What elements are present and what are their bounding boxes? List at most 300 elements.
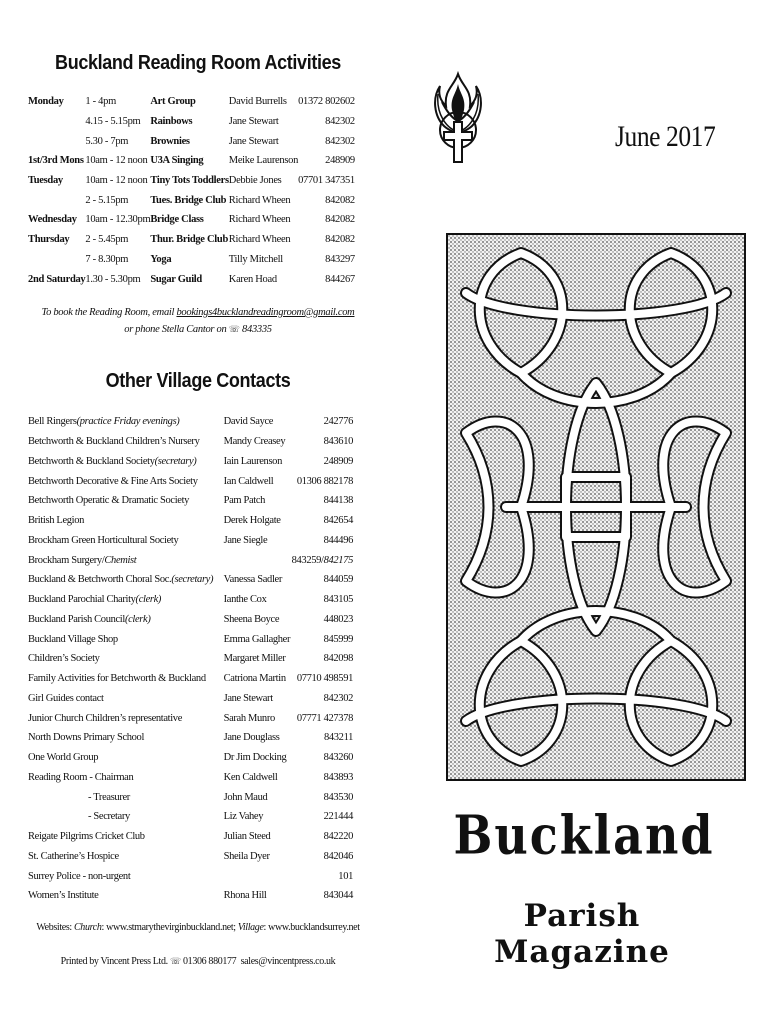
activity-contact xyxy=(229,210,298,230)
contact-org-text: - Secretary xyxy=(88,811,130,823)
activity-time xyxy=(85,269,150,289)
contact-phone-text: 843893 xyxy=(323,771,353,783)
contact-org xyxy=(28,570,224,590)
contact-person xyxy=(224,689,292,709)
contact-row xyxy=(28,452,353,472)
activity-name-text: U3A Singing xyxy=(150,155,204,167)
contact-org xyxy=(28,491,224,511)
contact-person-text: Ianthe Cox xyxy=(223,594,267,606)
activity-row xyxy=(28,230,355,250)
contact-row xyxy=(28,471,353,491)
contact-org xyxy=(28,787,224,807)
activity-row xyxy=(28,112,355,132)
contact-row xyxy=(28,550,353,570)
activity-row xyxy=(28,190,355,210)
contact-phone xyxy=(292,471,353,491)
activity-name xyxy=(150,131,228,151)
contact-phone xyxy=(292,748,353,768)
contact-org-text: Betchworth Decorative & Fine Arts Society xyxy=(28,475,198,487)
booking-prefix: To book the Reading Room, email xyxy=(41,307,177,318)
contact-phone-text: 242776 xyxy=(323,416,353,428)
activity-contact-text: Karen Hoad xyxy=(228,273,277,285)
contact-org xyxy=(28,807,224,827)
contact-row xyxy=(28,629,353,649)
contact-phone xyxy=(292,669,353,689)
contact-person-text: Iain Laurenson xyxy=(223,455,282,467)
activity-contact-text: Richard Wheen xyxy=(228,194,291,206)
phone-icon: ☏ xyxy=(169,957,181,967)
contact-note: Chemist xyxy=(104,554,137,566)
activity-phone-text: 07701 347351 xyxy=(298,175,355,187)
contact-row xyxy=(28,412,353,432)
activity-day xyxy=(28,269,85,289)
contact-person xyxy=(224,787,292,807)
contact-phone xyxy=(292,827,353,847)
phone-icon: ☏ xyxy=(228,325,240,335)
contact-person xyxy=(224,847,292,867)
contact-phone-text: 101 xyxy=(338,870,353,882)
activity-contact-text: Richard Wheen xyxy=(228,214,291,226)
contact-phone xyxy=(292,610,353,630)
contact-person xyxy=(224,728,292,748)
activity-time xyxy=(85,190,150,210)
contact-row xyxy=(28,728,353,748)
contacts-title: Other Village Contacts xyxy=(105,370,291,392)
contact-org xyxy=(28,452,224,472)
activity-row xyxy=(28,92,355,112)
contact-phone-text: 844496 xyxy=(323,534,353,546)
activity-contact xyxy=(229,131,298,151)
contact-phone-text: 448023 xyxy=(323,613,353,625)
contact-phone-text: 221444 xyxy=(323,811,353,823)
printer-name: Printed by Vincent Press Ltd. xyxy=(60,956,168,967)
activity-name-text: Yoga xyxy=(150,253,172,265)
activity-contact-text: Meike Laurenson xyxy=(228,155,299,167)
activity-name xyxy=(150,92,228,112)
contact-phone xyxy=(292,768,353,788)
contact-row xyxy=(28,590,353,610)
activity-phone xyxy=(298,92,355,112)
contact-phone-text: 843530 xyxy=(323,791,353,803)
activity-time xyxy=(85,230,150,250)
activity-day xyxy=(28,250,85,270)
contact-row xyxy=(28,649,353,669)
contact-row xyxy=(28,787,353,807)
activity-time-text: 5.30 - 7pm xyxy=(85,135,129,147)
contact-person-text: Pam Patch xyxy=(223,495,266,507)
activity-name xyxy=(150,151,228,171)
contact-org xyxy=(28,689,224,709)
activity-contact-text: Richard Wheen xyxy=(228,234,291,246)
contact-person-text: Jane Siegle xyxy=(223,534,268,546)
contact-person xyxy=(224,807,292,827)
booking-line2: or phone Stella Cantor on xyxy=(124,324,227,335)
activity-time-text: 2 - 5.15pm xyxy=(85,194,129,206)
contact-org-text: St. Catherine’s Hospice xyxy=(28,850,119,862)
contact-person xyxy=(224,452,292,472)
activity-day-text: 2nd Saturday xyxy=(28,273,86,285)
contact-phone xyxy=(292,866,353,886)
contact-person xyxy=(224,827,292,847)
contact-phone xyxy=(292,629,353,649)
contact-person xyxy=(224,511,292,531)
contact-person xyxy=(224,412,292,432)
activity-phone xyxy=(298,230,355,250)
contact-org xyxy=(28,669,224,689)
contact-org-text: Reigate Pilgrims Cricket Club xyxy=(28,831,145,843)
contact-phone-text: 843610 xyxy=(323,436,353,448)
contact-org-text: Betchworth & Buckland Children’s Nursery xyxy=(28,436,200,448)
contact-org-text: Buckland Village Shop xyxy=(28,633,118,645)
contact-org xyxy=(28,412,224,432)
contact-org xyxy=(28,886,224,906)
contact-phone-text: 843044 xyxy=(323,890,353,902)
contact-person-text: Catriona Martin xyxy=(223,673,286,685)
contact-phone-note: 842175 xyxy=(323,554,353,566)
printer-line xyxy=(28,956,368,967)
contact-org-text: Betchworth Operatic & Dramatic Society xyxy=(28,495,190,507)
celtic-knot-icon xyxy=(446,233,746,781)
contact-phone-text: 248909 xyxy=(323,455,353,467)
village-url[interactable]: : www.bucklandsurrey.net xyxy=(263,922,360,933)
contact-org-text: Brockham Green Horticultural Society xyxy=(28,534,179,546)
contact-phone-text: 01306 882178 xyxy=(296,475,353,487)
contact-row xyxy=(28,531,353,551)
contact-phone xyxy=(292,491,353,511)
contact-phone xyxy=(292,432,353,452)
contact-phone xyxy=(292,550,353,570)
booking-info xyxy=(28,304,368,339)
activity-day xyxy=(28,171,85,191)
activity-time-text: 10am - 12 noon xyxy=(85,155,148,167)
contact-person xyxy=(224,649,292,669)
activity-time xyxy=(85,131,150,151)
contact-person-text: David Sayce xyxy=(223,416,274,428)
activity-contact-text: Debbie Jones xyxy=(228,175,282,187)
contact-phone xyxy=(292,728,353,748)
contact-org-text: Brockham Surgery/ xyxy=(28,554,105,566)
activity-contact xyxy=(229,230,298,250)
activity-name-text: Brownies xyxy=(150,135,190,147)
contact-person xyxy=(224,610,292,630)
contact-person-text: Sheila Dyer xyxy=(223,850,270,862)
contact-phone-text: 842302 xyxy=(323,692,353,704)
contact-person-text: Mandy Creasey xyxy=(223,436,286,448)
contact-phone xyxy=(292,590,353,610)
activity-contact-text: Jane Stewart xyxy=(228,116,279,128)
contact-row xyxy=(28,610,353,630)
activity-contact xyxy=(229,92,298,112)
contact-person xyxy=(224,748,292,768)
contact-person-text: Sarah Munro xyxy=(223,712,275,724)
contact-phone-text: 844059 xyxy=(323,574,353,586)
contact-org-text: Buckland Parish Council xyxy=(28,613,125,625)
activity-day-text: Tuesday xyxy=(28,175,63,187)
activity-phone-text: 248909 xyxy=(325,155,355,167)
contact-person-text: Margaret Miller xyxy=(223,653,286,665)
activity-contact xyxy=(229,190,298,210)
contact-org xyxy=(28,748,224,768)
activity-time xyxy=(85,171,150,191)
contact-person xyxy=(224,629,292,649)
activity-day xyxy=(28,210,85,230)
contact-person xyxy=(224,886,292,906)
contact-person-text: Vanessa Sadler xyxy=(223,574,282,586)
contact-phone-text: 842654 xyxy=(323,515,353,527)
contact-org-text: Women’s Institute xyxy=(28,890,99,902)
contact-org xyxy=(28,610,224,630)
contact-phone xyxy=(292,570,353,590)
activity-day xyxy=(28,92,85,112)
contact-phone xyxy=(292,689,353,709)
activity-phone-text: 01372 802602 xyxy=(298,96,355,108)
activity-name-text: Tues. Bridge Club xyxy=(150,194,227,206)
contact-person xyxy=(224,590,292,610)
contact-row xyxy=(28,768,353,788)
contact-row xyxy=(28,807,353,827)
church-url[interactable]: : www.stmarythevirginbuckland.net; xyxy=(101,922,238,933)
contact-phone-text: 843260 xyxy=(323,752,353,764)
activities-table xyxy=(28,92,355,289)
contact-org-text: Girl Guides contact xyxy=(28,692,104,704)
activity-name xyxy=(150,250,228,270)
contact-note: (secretary) xyxy=(154,455,197,467)
contact-person xyxy=(224,669,292,689)
contact-org xyxy=(28,511,224,531)
contact-row xyxy=(28,669,353,689)
activity-phone-text: 842082 xyxy=(325,234,355,246)
activity-phone xyxy=(298,210,355,230)
contact-person-text: Liz Vahey xyxy=(223,811,264,823)
contact-row xyxy=(28,748,353,768)
cover-column xyxy=(420,0,750,1024)
activity-name-text: Bridge Class xyxy=(150,214,204,226)
activity-phone-text: 843297 xyxy=(325,253,355,265)
contact-person-text: Jane Stewart xyxy=(223,692,273,704)
activity-phone-text: 842082 xyxy=(325,194,355,206)
contact-phone xyxy=(292,511,353,531)
contact-phone-text: 844138 xyxy=(323,495,353,507)
contact-org xyxy=(28,531,224,551)
contact-person xyxy=(224,531,292,551)
activity-name-text: Rainbows xyxy=(150,116,193,128)
contact-row xyxy=(28,886,353,906)
activity-time-text: 1.30 - 5.30pm xyxy=(85,273,141,285)
activities-title: Buckland Reading Room Activities xyxy=(55,52,341,74)
contact-person-text: Ken Caldwell xyxy=(223,771,278,783)
activity-time-text: 2 - 5.45pm xyxy=(85,234,129,246)
contact-org-text: Bell Ringers xyxy=(28,416,77,428)
flame-cross-icon xyxy=(432,70,484,166)
activity-phone-text: 842302 xyxy=(325,135,355,147)
contact-phone xyxy=(292,787,353,807)
contact-person-text: Julian Steed xyxy=(223,831,271,843)
contact-phone xyxy=(292,807,353,827)
activity-day xyxy=(28,230,85,250)
activity-time xyxy=(85,112,150,132)
contact-org-text: Buckland Parochial Charity xyxy=(28,594,136,606)
contact-person-text: Jane Douglass xyxy=(223,732,280,744)
contact-phone xyxy=(292,649,353,669)
contact-person xyxy=(224,491,292,511)
contact-person-text: Emma Gallagher xyxy=(223,633,291,645)
contact-person-text: Derek Holgate xyxy=(223,515,281,527)
activity-day-text: Wednesday xyxy=(28,214,77,226)
contact-org xyxy=(28,866,224,886)
activity-phone xyxy=(298,190,355,210)
activity-time-text: 1 - 4pm xyxy=(85,96,116,108)
printer-phone: 01306 880177 xyxy=(183,956,237,967)
printer-email[interactable]: sales@vincentpress.co.uk xyxy=(240,956,336,967)
activity-day-text: Thursday xyxy=(28,234,70,246)
websites-label: Websites: xyxy=(36,922,74,933)
activity-time xyxy=(85,250,150,270)
activity-time-text: 7 - 8.30pm xyxy=(85,253,129,265)
contact-note: (clerk) xyxy=(124,613,151,625)
contact-person xyxy=(224,471,292,491)
contact-phone-text: 843211 xyxy=(323,732,353,744)
contact-org-text: British Legion xyxy=(28,515,85,527)
contact-org xyxy=(28,847,224,867)
activity-time-text: 10am - 12.30pm xyxy=(85,214,151,226)
activity-name xyxy=(150,112,228,132)
contact-person-text: John Maud xyxy=(223,791,268,803)
contact-row xyxy=(28,827,353,847)
contact-org-text: Surrey Police - non-urgent xyxy=(28,870,131,882)
activity-name-text: Art Group xyxy=(150,96,196,108)
activity-contact xyxy=(229,171,298,191)
contact-org-text: - Treasurer xyxy=(88,791,130,803)
activity-day-text: Monday xyxy=(28,96,64,108)
activity-row xyxy=(28,210,355,230)
activity-row xyxy=(28,131,355,151)
contact-person xyxy=(224,866,292,886)
activity-phone-text: 842302 xyxy=(325,116,355,128)
contact-person-text: Dr Jim Docking xyxy=(223,752,287,764)
contact-row xyxy=(28,847,353,867)
contact-phone-text: 842046 xyxy=(323,850,353,862)
activity-day xyxy=(28,131,85,151)
contact-note: (practice Friday evenings) xyxy=(76,416,180,428)
contact-row xyxy=(28,708,353,728)
activity-contact xyxy=(229,250,298,270)
activity-name xyxy=(150,269,228,289)
activity-phone-text: 844267 xyxy=(325,273,355,285)
contact-org-text: Betchworth & Buckland Society xyxy=(28,455,155,467)
activity-phone xyxy=(298,171,355,191)
activity-time xyxy=(85,151,150,171)
contact-row xyxy=(28,432,353,452)
contact-phone-text: 07710 498591 xyxy=(296,673,353,685)
contact-row xyxy=(28,511,353,531)
contact-phone-text: 842098 xyxy=(323,653,353,665)
activity-phone xyxy=(298,112,355,132)
contact-person xyxy=(224,768,292,788)
contact-person xyxy=(224,550,292,570)
contact-person xyxy=(224,708,292,728)
contact-org xyxy=(28,708,224,728)
church-label: Church xyxy=(73,922,102,933)
contact-person-text: Ian Caldwell xyxy=(223,475,274,487)
contact-org-text: Buckland & Betchworth Choral Soc. xyxy=(28,574,172,586)
contact-phone xyxy=(292,886,353,906)
contacts-table xyxy=(28,412,353,906)
contact-phone xyxy=(292,847,353,867)
activity-phone xyxy=(298,151,355,171)
activity-day xyxy=(28,112,85,132)
contact-row xyxy=(28,866,353,886)
activity-phone-text: 842082 xyxy=(325,214,355,226)
booking-phone: 843335 xyxy=(242,324,272,335)
activity-row xyxy=(28,151,355,171)
contact-phone-text: 845999 xyxy=(323,633,353,645)
activity-day xyxy=(28,151,85,171)
activity-time-text: 4.15 - 5.15pm xyxy=(85,116,141,128)
contact-person-text: Rhona Hill xyxy=(223,890,267,902)
activity-contact-text: Tilly Mitchell xyxy=(228,253,283,265)
activity-time-text: 10am - 12 noon xyxy=(85,175,148,187)
contact-org xyxy=(28,768,224,788)
activity-phone xyxy=(298,131,355,151)
activity-row xyxy=(28,269,355,289)
activity-name-text: Sugar Guild xyxy=(150,273,202,285)
contact-phone-text: 842220 xyxy=(323,831,353,843)
activity-time xyxy=(85,92,150,112)
contact-phone-text: 843259/ xyxy=(291,554,324,566)
contact-org-text: Reading Room - Chairman xyxy=(28,771,134,783)
contact-row xyxy=(28,570,353,590)
contact-org xyxy=(28,827,224,847)
activity-day-text: 1st/3rd Mons xyxy=(28,155,84,167)
contact-org xyxy=(28,728,224,748)
activity-time xyxy=(85,210,150,230)
contact-org-text: Children’s Society xyxy=(28,653,100,665)
activity-contact xyxy=(229,112,298,132)
contact-phone xyxy=(292,452,353,472)
activity-contact-text: David Burrells xyxy=(228,96,287,108)
activity-row xyxy=(28,171,355,191)
activity-name-text: Thur. Bridge Club xyxy=(150,234,228,246)
activity-phone xyxy=(298,269,355,289)
contact-org-text: North Downs Primary School xyxy=(28,732,145,744)
activity-name xyxy=(150,190,228,210)
contact-note: (secretary) xyxy=(171,574,214,586)
activity-contact xyxy=(229,269,298,289)
contact-row xyxy=(28,689,353,709)
contact-org xyxy=(28,432,224,452)
activity-phone xyxy=(298,250,355,270)
contact-org xyxy=(28,471,224,491)
contact-org xyxy=(28,590,224,610)
activity-row xyxy=(28,250,355,270)
issue-date: June 2017 xyxy=(615,120,716,153)
contact-org-text: Family Activities for Betchworth & Buckland xyxy=(28,673,206,685)
contact-phone xyxy=(292,531,353,551)
activity-name xyxy=(150,210,228,230)
magazine-subtitle: Parish Magazine xyxy=(494,898,670,970)
contact-org xyxy=(28,649,224,669)
activity-contact xyxy=(229,151,298,171)
booking-email-link[interactable]: bookings4bucklandreadingroom@gmail.com xyxy=(176,307,355,318)
contact-org xyxy=(28,550,224,570)
activity-day xyxy=(28,190,85,210)
websites-line xyxy=(28,922,368,933)
activity-name xyxy=(150,230,228,250)
contact-phone-text: 843105 xyxy=(323,594,353,606)
contact-phone xyxy=(292,708,353,728)
activity-contact-text: Jane Stewart xyxy=(228,135,279,147)
contact-org-text: One World Group xyxy=(28,752,99,764)
